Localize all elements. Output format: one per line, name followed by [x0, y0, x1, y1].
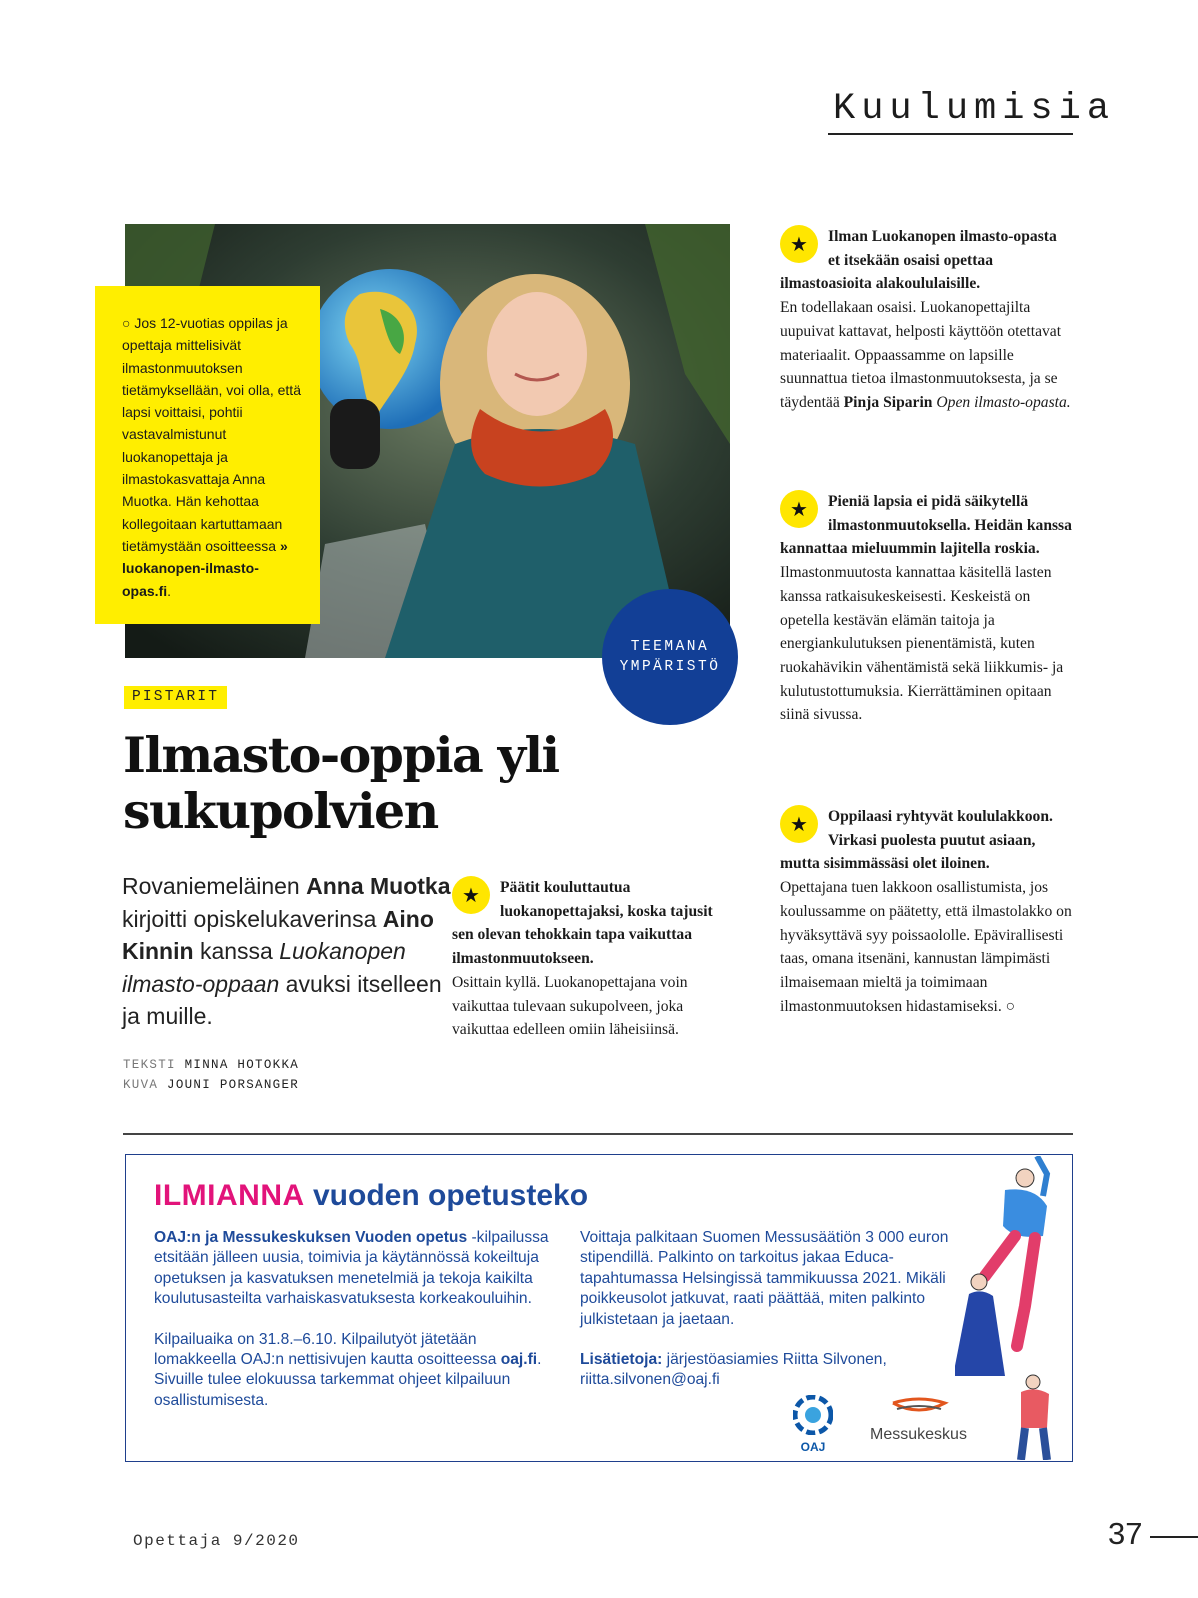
qa-item-1 — [452, 876, 738, 1042]
ad-left-bold: OAJ:n ja Messukeskuksen Vuoden opetus — [154, 1229, 468, 1246]
credit-text-name: MINNA HOTOKKA — [184, 1058, 300, 1072]
headline: Ilmasto-oppia yli sukupolvien — [123, 726, 559, 840]
lead-text-3: kanssa — [199, 938, 273, 964]
section-title: Kuulumisia — [833, 88, 1116, 130]
lead-paragraph — [122, 870, 452, 1033]
qa-item-4 — [780, 805, 1072, 1018]
qa-answer-title: Open ilmasto-opasta. — [936, 393, 1071, 411]
ad-right-label: Lisätietoja: — [580, 1351, 663, 1369]
publication-info: Opettaja 9/2020 — [133, 1532, 300, 1550]
credit-text-label: TEKSTI — [123, 1058, 176, 1072]
theme-badge — [602, 589, 738, 725]
oaj-logo-icon — [793, 1395, 833, 1435]
messukeskus-logo-icon — [889, 1395, 949, 1421]
page-number-rule — [1150, 1536, 1198, 1538]
sidebar-period: . — [167, 582, 172, 599]
messukeskus-logo-text: Messukeskus — [870, 1426, 967, 1443]
qa-answer: En todellakaan osaisi. Luokanopettajilta uupuivat kattavat, helposti käyttöön otettavat materiaalit. Oppaassamme on lapsille suunnattua tietoa ilmastonmuutoksesta, ja se täydentää — [780, 299, 1062, 411]
ad-left-column — [154, 1228, 559, 1411]
sidebar-text — [122, 312, 302, 602]
qa-question: Oppilaasi ryhtyvät koululakkoon. Virkasi puolesta puutut asiaan, mutta sisimmässäsi olet iloinen. — [780, 808, 1053, 873]
star-icon: ★ — [780, 490, 818, 528]
star-icon: ★ — [780, 225, 818, 263]
qa-item-2 — [780, 225, 1072, 415]
ad-left-p2: Kilpailuaika on 31.8.–6.10. Kilpailutyöt jätetään lomakkeella OAJ:n nettisivujen kautta osoitteessa — [154, 1330, 497, 1369]
oaj-logo-text: OAJ — [800, 1440, 826, 1454]
sidebar-link[interactable]: » luokanopen-ilmasto-opas.fi — [122, 537, 288, 599]
lead-text-2: kirjoitti opiskelukaverinsa — [122, 905, 377, 932]
credits — [123, 1055, 299, 1095]
ad-left-p3: . Sivuille tulee elokuussa tarkemmat ohjeet kilpailuun osallistumisesta. — [154, 1351, 542, 1409]
ad-left-p1: -kilpailussa etsitään jälleen uusia, toimivia ja käytännössä kokeiltuja opetuksen ja kasvatuksen menetelmiä ja tekoja kaikilta koulutusasteilta varhaiskasvatuksesta korkeakouluihin. — [154, 1229, 549, 1308]
category-tag: PISTARIT — [124, 686, 227, 709]
lead-text-1: Rovaniemeläinen — [122, 873, 300, 899]
oaj-logo — [790, 1395, 836, 1454]
qa-answer-name: Pinja Siparin — [843, 393, 933, 411]
qa-question: Päätit kouluttautua luokanopettajaksi, koska tajusit sen olevan tehokkain tapa vaikuttaa ilmastonmuutokseen. — [452, 879, 713, 968]
lead-name-2: Aino Kinnin — [122, 905, 434, 964]
ad-title-blue: vuoden opetusteko — [313, 1179, 589, 1212]
star-icon: ★ — [780, 805, 818, 843]
qa-question: Pieniä lapsia ei pidä säikytellä ilmastonmuutoksella. Heidän kanssa kannattaa mieluummin lajitella roskia. — [780, 493, 1072, 558]
theme-badge-line2: YMPÄRISTÖ — [619, 659, 721, 675]
ad-right-p1: Voittaja palkitaan Suomen Messusäätiön 3 000 euron stipendillä. Palkinto on tarkoitus jakaa Educa-tapahtumassa Helsingissä tammikuussa 2021. Mikäli poikkeusolot jatkuvat, raati päättää, miten palkinto julkistetaan ja jaetaan. — [580, 1229, 949, 1328]
qa-item-3 — [780, 490, 1072, 727]
ad-title-pink: ILMIANNA — [154, 1179, 305, 1212]
qa-answer: Ilmastonmuutosta kannattaa käsitellä lasten kanssa ratkaisukeskeisesti. Keskeistä on opetella kestävän elämän taitoja ja energiankulutuksen pienentämistä, kuten ruokahävikin vähentämistä sekä liikkumis- ja kulutustottumuksia. Kierrättäminen opitaan siinä sivussa. — [780, 564, 1064, 724]
theme-badge-line1: TEEMANA — [630, 639, 710, 655]
credit-photo-label: KUVA — [123, 1078, 159, 1092]
qa-question: Ilman Luokanopen ilmasto-opasta et itsekään osaisi opettaa ilmastoasioita alakoululaisille. — [780, 228, 1057, 293]
star-icon: ★ — [452, 876, 490, 914]
people-illustration — [955, 1156, 1071, 1460]
qa-answer: Opettajana tuen lakkoon osallistumista, jos koulussamme on päätetty, että ilmastolakko on hyväksyttävä syy poissaololle. Epävirallisesti taas, omana itsenäni, kannustan lämpimästi ilmaisemaan mieltä ja toimimaan ilmastonmuutoksen hidastamiseksi. ○ — [780, 879, 1072, 1015]
sidebar-body: ○ Jos 12-vuotias oppilas ja opettaja mittelisivät ilmastonmuutoksen tietämyksellään, voi olla, että lapsi voittaisi, pohtii vastavalmistunut luokanopettaja ja ilmastokasvattaja Anna Muotka. Hän kehottaa kollegoitaan kartuttamaan tietämystään osoitteessa — [122, 315, 301, 554]
ad-title — [154, 1178, 588, 1214]
article-divider — [123, 1133, 1073, 1135]
lead-name-1: Anna Muotka — [306, 873, 451, 899]
ad-right-contact: järjestöasiamies Riitta Silvonen, riitta.silvonen@oaj.fi — [580, 1351, 887, 1389]
page-number: 37 — [1108, 1516, 1143, 1551]
section-divider — [828, 133, 1073, 135]
qa-answer: Osittain kyllä. Luokanopettajana voin vaikuttaa tulevaan sukupolveen, joka vaikuttaa edelleen omiin läheisiinsä. — [452, 973, 688, 1039]
ad-link-oaj[interactable]: oaj.fi — [500, 1351, 538, 1369]
lead-guide-title: Luokanopen ilmasto-oppaan — [122, 938, 406, 997]
lead-text-4: avuksi itselleen ja muille. — [122, 970, 442, 1029]
ad-right-column — [580, 1228, 990, 1391]
credit-photo-name: JOUNI PORSANGER — [167, 1078, 300, 1092]
